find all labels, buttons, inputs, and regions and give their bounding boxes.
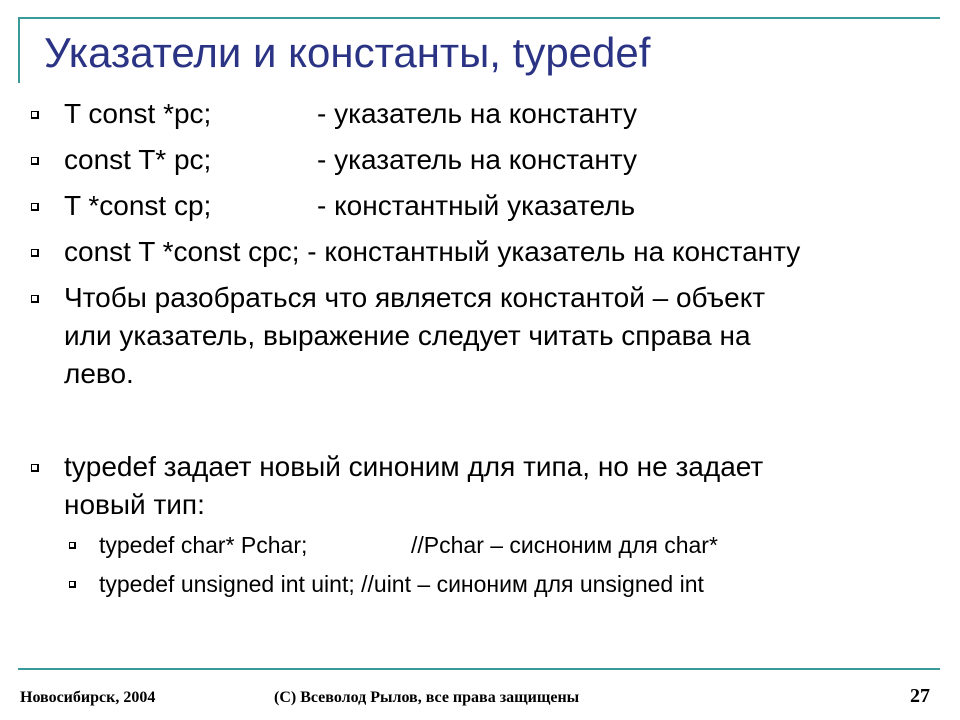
bullet-text: const T *const cpc; - константный указатель на константу — [64, 236, 801, 267]
square-bullet-icon — [31, 157, 39, 165]
bullet-line: или указатель, выражение следует читать справа на — [64, 320, 751, 351]
square-bullet-icon — [31, 295, 39, 303]
bullet-item — [64, 187, 636, 225]
bullet-description: - указатель на константу — [317, 144, 637, 175]
footer-location: Новосибирск, 2004 — [20, 689, 156, 706]
bullet-item — [64, 448, 763, 524]
footer-copyright: (С) Всеволод Рылов, все права защищены — [274, 689, 580, 706]
sub-bullet-item — [99, 530, 718, 560]
bullet-code: T const *pc; — [64, 98, 212, 129]
square-bullet-icon — [31, 464, 39, 472]
footer-divider — [18, 668, 940, 670]
slide-title: Указатели и константы, typedef — [44, 29, 651, 76]
bullet-description: - константный указатель — [317, 190, 636, 221]
bullet-line: typedef задает новый синоним для типа, но не задает — [64, 451, 764, 482]
sub-bullet-comment: //Pchar – сисноним для char* — [411, 532, 718, 558]
bullet-line: лево. — [64, 358, 134, 389]
bullet-line: Чтобы разобраться что является константой – объект — [64, 282, 766, 313]
bullet-line: новый тип: — [64, 489, 205, 520]
page-number: 27 — [910, 685, 930, 707]
square-sub-bullet-icon — [69, 542, 76, 549]
square-bullet-icon — [31, 203, 39, 211]
bullet-item — [64, 141, 637, 179]
bullet-item — [64, 279, 765, 393]
title-frame-top — [18, 17, 940, 19]
bullet-item — [64, 233, 800, 271]
sub-bullet-code: typedef char* Pchar; — [99, 532, 308, 558]
bullet-code: const T* pc; — [64, 144, 212, 175]
title-frame-left — [18, 17, 20, 83]
bullet-code: T *const cp; — [64, 190, 212, 221]
sub-bullet-text: typedef unsigned int uint; //uint – синоним для unsigned int — [99, 571, 704, 597]
bullet-item — [64, 95, 637, 133]
square-bullet-icon — [31, 249, 39, 257]
sub-bullet-item — [99, 569, 704, 599]
square-bullet-icon — [31, 111, 39, 119]
bullet-description: - указатель на константу — [317, 98, 637, 129]
square-sub-bullet-icon — [69, 581, 76, 588]
